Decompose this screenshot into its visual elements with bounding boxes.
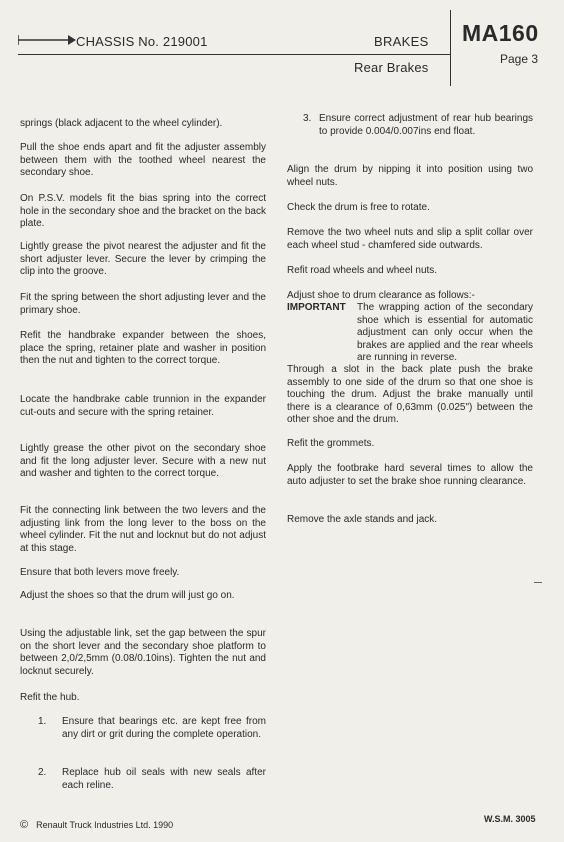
- document-reference: W.S.M. 3005: [484, 814, 536, 824]
- paragraph: Lightly grease the pivot nearest the adjuster and fit the short adjuster lever. Secure the lever by crimping the clip into the groove.: [20, 241, 266, 278]
- stray-mark: [534, 582, 542, 583]
- list-item: [303, 113, 533, 138]
- chassis-number: CHASSIS No. 219001: [76, 34, 208, 49]
- paragraph: Check the drum is free to rotate.: [287, 202, 430, 213]
- paragraph: springs (black adjacent to the wheel cylinder).: [20, 118, 223, 129]
- paragraph: On P.S.V. models fit the bias spring into the correct hole in the secondary shoe and the bracket on the back plate.: [20, 193, 266, 230]
- header-divider: [450, 10, 451, 86]
- list-number: 1.: [38, 716, 47, 727]
- list-text: Replace hub oil seals with new seals after each reline.: [62, 767, 266, 791]
- paragraph: Refit the handbrake expander between the shoes, place the spring, retainer plate and washer in position then the nut and tighten to the correct torque.: [20, 330, 266, 367]
- important-note: The wrapping action of the secondary shoe which is essential for automatic adjustment can only occur when the brakes are applied and the rear wheels are running in reverse.: [357, 302, 533, 364]
- copyright-notice: [20, 819, 173, 831]
- paragraph: Using the adjustable link, set the gap between the spur on the short lever and the secondary shoe platform to between 2,0/2,5mm (0.08/0.10ins). Tighten the nut and locknut securely.: [20, 628, 266, 677]
- section-title: BRAKES: [374, 34, 429, 49]
- list-text: Ensure correct adjustment of rear hub bearings to provide 0.004/0.007ins end float.: [319, 113, 533, 137]
- paragraph: Apply the footbrake hard several times to allow the auto adjuster to set the brake shoe running clearance.: [287, 463, 533, 487]
- list-text: Ensure that bearings etc. are kept free from any dirt or grit during the complete operation.: [62, 716, 266, 740]
- list-item: [38, 767, 266, 792]
- paragraph: Pull the shoe ends apart and fit the adjuster assembly between them with the toothed wheel nearest the secondary shoe.: [20, 142, 266, 179]
- list-item: [38, 716, 266, 741]
- list-number: 3.: [303, 113, 312, 124]
- paragraph: Ensure that both levers move freely.: [20, 567, 180, 578]
- paragraph: Fit the connecting link between the two levers and the adjusting link from the long lever to the boss on the wheel cylinder. Fit the nut and locknut but do not adjust at this stage.: [20, 505, 266, 554]
- header-rule: [18, 54, 450, 55]
- copyright-text: Renault Truck Industries Ltd. 1990: [36, 820, 174, 830]
- subsection-title: Rear Brakes: [354, 60, 429, 75]
- paragraph: Refit road wheels and wheel nuts.: [287, 265, 438, 276]
- paragraph: Refit the hub.: [20, 692, 80, 703]
- paragraph: Fit the spring between the short adjusting lever and the primary shoe.: [20, 292, 266, 316]
- paragraph: Adjust the shoes so that the drum will just go on.: [20, 590, 235, 601]
- important-label: IMPORTANT: [287, 302, 346, 313]
- paragraph: Adjust shoe to drum clearance as follows:-: [287, 290, 475, 301]
- paragraph: Remove the axle stands and jack.: [287, 514, 438, 525]
- paragraph: Through a slot in the back plate push the brake assembly to one side of the drum so that one shoe is touching the drum. Adjust the brake manually until there is a clearance of 0,63mm (0.025") between the other shoe and the drum.: [287, 364, 533, 426]
- manual-code: MA160: [462, 20, 539, 46]
- paragraph: Locate the handbrake cable trunnion in the expander cut-outs and secure with the spring retainer.: [20, 394, 266, 418]
- paragraph: Align the drum by nipping it into position using two wheel nuts.: [287, 164, 533, 188]
- paragraph: Lightly grease the other pivot on the secondary shoe and fit the long adjuster lever. Secure with a new nut and washer and tighten to the correct torque.: [20, 443, 266, 480]
- arrow-right-icon: [18, 32, 76, 48]
- list-number: 2.: [38, 767, 47, 778]
- copyright-symbol: ©: [20, 819, 29, 831]
- paragraph: Refit the grommets.: [287, 438, 375, 449]
- page-number: Page 3: [500, 52, 539, 66]
- paragraph: Remove the two wheel nuts and slip a split collar over each wheel stud - chamfered side outwards.: [287, 227, 533, 251]
